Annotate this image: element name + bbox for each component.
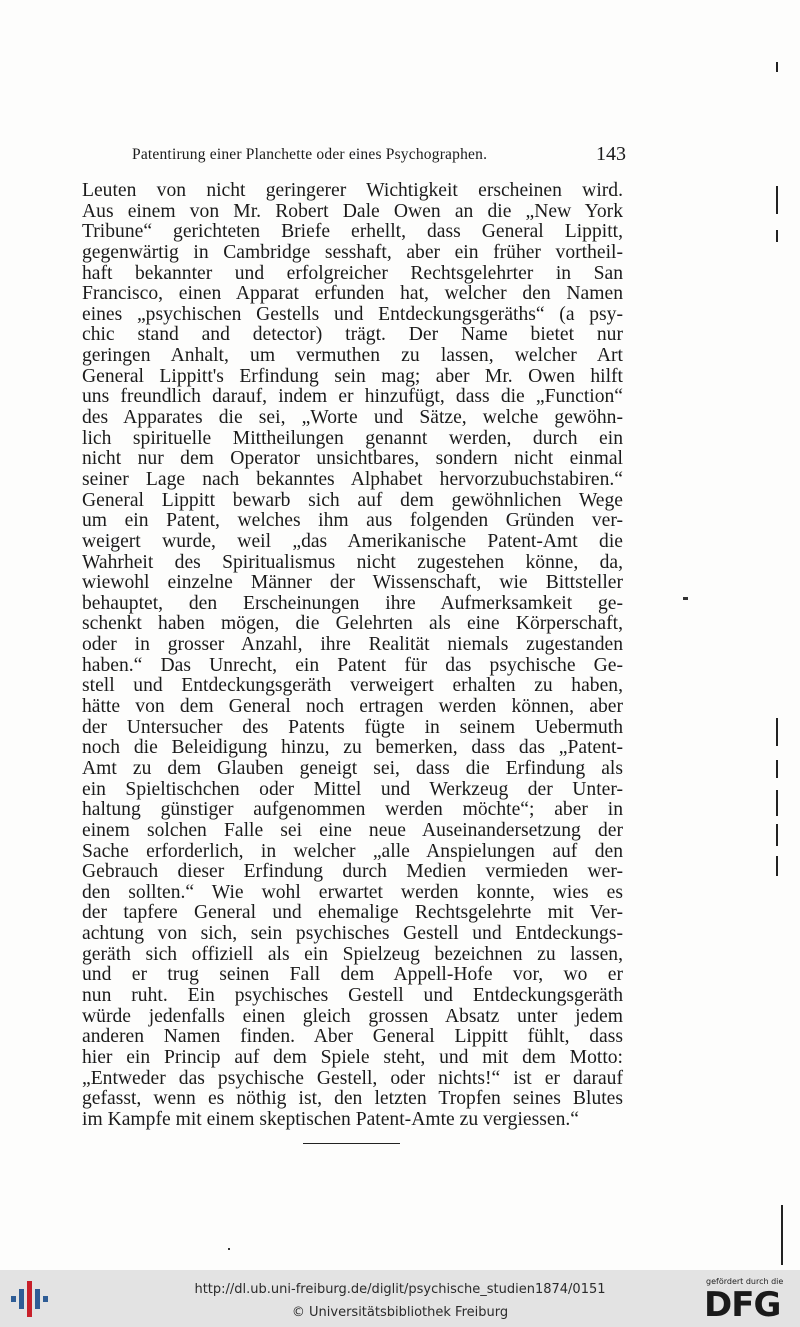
margin-mark — [776, 186, 778, 214]
text-line: im Kampfe mit einem skeptischen Patent-Amte zu vergiessen.“ — [82, 1108, 579, 1130]
text-line: gegenwärtig in Cambridge sesshaft, aber ein früher vortheil- — [82, 241, 623, 263]
margin-mark — [776, 856, 778, 876]
text-line: den sollten.“ Wie wohl erwartet werden konnte, wies es — [82, 881, 623, 903]
text-line: wiewohl einzelne Männer der Wissenschaft, wie Bittsteller — [82, 572, 623, 594]
margin-mark — [776, 760, 778, 778]
text-line: nicht nur dem Operator unsichtbares, sondern nicht einmal — [82, 448, 623, 470]
margin-mark — [781, 1205, 783, 1265]
text-line: behauptet, den Erscheinungen ihre Aufmerksamkeit ge- — [82, 592, 623, 614]
funder-text: gefördert durch die — [706, 1277, 784, 1286]
text-line: der Untersucher des Patents fügte in seinem Uebermuth — [82, 716, 623, 738]
scan-speck — [228, 1248, 230, 1250]
footer-bar — [0, 1270, 800, 1327]
text-line: nun ruht. Ein psychisches Gestell und Entdeckungsgeräth — [82, 984, 623, 1006]
text-line: weigert wurde, weil „das Amerikanische Patent-Amt die — [82, 530, 623, 552]
text-line: haben.“ Das Unrecht, ein Patent für das psychische Ge- — [82, 654, 623, 676]
copyright-notice: © Universitätsbibliothek Freiburg — [291, 1305, 509, 1320]
margin-mark — [776, 230, 778, 242]
text-line: schenkt haben mögen, die Gelehrten als eine Körperschaft, — [82, 613, 623, 635]
text-line: haltung günstiger aufgenommen werden möchte“; aber in — [82, 799, 623, 821]
running-title: Patentirung einer Planchette oder eines Psychographen. — [132, 146, 488, 163]
text-line: des Apparates die sei, „Worte und Sätze, welche gewöhn- — [82, 407, 623, 429]
text-line: Sache erforderlich, in welcher „alle Anspielungen auf den — [82, 840, 623, 862]
margin-mark — [776, 790, 778, 816]
text-line: Aus einem von Mr. Robert Dale Owen an die „New York — [82, 200, 623, 222]
running-head — [132, 144, 626, 168]
text-line: achtung von sich, sein psychisches Gestell und Entdeckungs- — [82, 923, 623, 945]
text-line: uns freundlich darauf, indem er hinzufügt, dass die „Function“ — [82, 386, 623, 408]
text-line: hätte von dem General noch ertragen werden können, aber — [82, 696, 623, 718]
text-line: noch die Beleidigung hinzu, zu bemerken, dass das „Patent- — [82, 737, 623, 759]
scan-speck — [683, 597, 688, 600]
text-line: „Entweder das psychische Gestell, oder nichts!“ ist er darauf — [82, 1067, 623, 1089]
text-line: geringen Anhalt, um vermuthen zu lassen, welcher Art — [82, 345, 623, 367]
end-rule — [303, 1143, 400, 1144]
text-line: chic stand and detector) trägt. Der Name bietet nur — [82, 324, 623, 346]
margin-mark — [776, 824, 778, 846]
text-line: Leuten von nicht geringerer Wichtigkeit erscheinen wird. — [82, 180, 623, 201]
text-line: geräth sich offiziell als ein Spielzeug bezeichnen zu lassen, — [82, 943, 623, 965]
text-line: lich spirituelle Mittheilungen genannt werden, durch ein — [82, 427, 623, 449]
text-line: hier ein Princip auf dem Spiele steht, und mit dem Motto: — [82, 1046, 623, 1068]
text-line: stell und Entdeckungsgeräth verweigert erhalten zu haben, — [82, 675, 623, 697]
text-line: würde jedenfalls einen gleich grossen Absatz unter jedem — [82, 1005, 623, 1027]
text-line: um ein Patent, welches ihm aus folgenden Gründen ver- — [82, 510, 623, 532]
text-line: seiner Lage nach bekanntes Alphabet hervorzubuchstabiren.“ — [82, 468, 623, 490]
text-line: ein Spieltischchen oder Mittel und Werkzeug der Unter- — [82, 778, 623, 800]
margin-mark — [776, 62, 778, 72]
text-line: einem solchen Falle sei eine neue Auseinandersetzung der — [82, 819, 623, 841]
body-text — [82, 181, 623, 1130]
text-line: haft bekannter und erfolgreicher Rechtsgelehrter in San — [82, 262, 623, 284]
text-line: eines „psychischen Gestells und Entdeckungsgeräths“ (a psy- — [82, 303, 623, 325]
text-line: General Lippitt's Erfindung sein mag; aber Mr. Owen hilft — [82, 365, 623, 387]
text-line: gefasst, wenn es nöthig ist, den letzten Tropfen seines Blutes — [82, 1088, 623, 1110]
text-line: und er trug seinen Fall dem Appell-Hofe vor, wo er — [82, 964, 623, 986]
permalink-url[interactable]: http://dl.ub.uni-freiburg.de/diglit/psychische_studien1874/0151 — [194, 1282, 606, 1297]
text-line: Francisco, einen Apparat erfunden hat, welcher den Namen — [82, 283, 623, 305]
dfg-logo — [704, 1274, 794, 1324]
page-number: 143 — [596, 143, 626, 165]
margin-mark — [776, 718, 778, 746]
dfg-logo-text: DFG — [704, 1285, 781, 1325]
text-line: anderen Namen finden. Aber General Lippitt fühlt, dass — [82, 1026, 623, 1048]
text-line: Wahrheit des Spiritualismus nicht zugestehen könne, da, — [82, 551, 623, 573]
text-line: General Lippitt bewarb sich auf dem gewöhnlichen Wege — [82, 489, 623, 511]
text-line: Tribune“ gerichteten Briefe erhellt, dass General Lippitt, — [82, 221, 623, 243]
text-line: Amt zu dem Glauben geneigt sei, dass die Erfindung als — [82, 757, 623, 779]
text-line: Gebrauch dieser Erfindung durch Medien vermieden wer- — [82, 861, 623, 883]
text-line: der tapfere General und ehemalige Rechtsgelehrte mit Ver- — [82, 902, 623, 924]
text-line: oder in grosser Anzahl, ihre Realität niemals zugestanden — [82, 634, 623, 656]
